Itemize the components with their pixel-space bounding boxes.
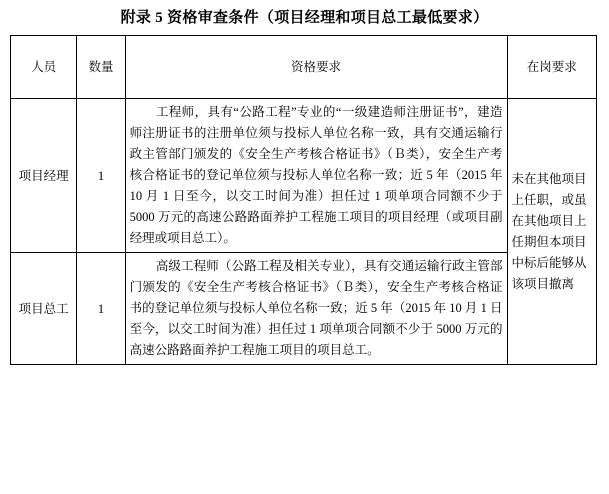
person-chief-engineer: 项目总工 xyxy=(11,253,77,365)
quantity-project-manager: 1 xyxy=(77,99,125,253)
column-header-quantity: 数量 xyxy=(77,36,125,99)
column-header-person: 人员 xyxy=(11,36,77,99)
quantity-chief-engineer: 1 xyxy=(77,253,125,365)
qualification-table xyxy=(10,35,597,365)
requirement-project-manager xyxy=(125,99,507,253)
requirement-chief-engineer xyxy=(125,253,507,365)
duty-requirement-text: 未在其他项目上任职，或虽在其他项目上任期但本项目中标后能够从该项目撤离 xyxy=(511,171,587,291)
page-title: 附录 5 资格审查条件（项目经理和项目总工最低要求） xyxy=(120,10,489,26)
requirement-text: 工程师，具有“公路工程”专业的“一级建造师注册证书”，建造师注册证书的注册单位须与投标人单位名称一致，具有交通运输行政主管部门颁发的《安全生产考核合格证书》（Ｂ类），安全生产考核合格证书的登记单位须与投标人单位名称一致；近 5 年（2015 年 10 月 1 日至今，以交工时间为准）担任过 1 项单项合同额不少于 5000 万元的高速公路路面养护工程施工项目的项目经理（或项目副经理或项目总工）。 xyxy=(129,105,503,245)
column-header-duty: 在岗要求 xyxy=(507,36,596,99)
duty-requirement-cell xyxy=(507,99,596,365)
column-header-requirement: 资格要求 xyxy=(125,36,507,99)
person-project-manager: 项目经理 xyxy=(11,99,77,253)
requirement-text: 高级工程师（公路工程及相关专业），具有交通运输行政主管部门颁发的《安全生产考核合格证书》（Ｂ类），安全生产考核合格证书的登记单位须与投标人单位名称一致；近 5 年（2015 年 10 月 1 日至今，以交工时间为准）担任过 1 项单项合同额不少于 5000 万元的高速公路路面养护工程施工项目的项目总工。 xyxy=(129,259,503,357)
table-header-row xyxy=(11,36,597,99)
table-row xyxy=(11,99,597,253)
